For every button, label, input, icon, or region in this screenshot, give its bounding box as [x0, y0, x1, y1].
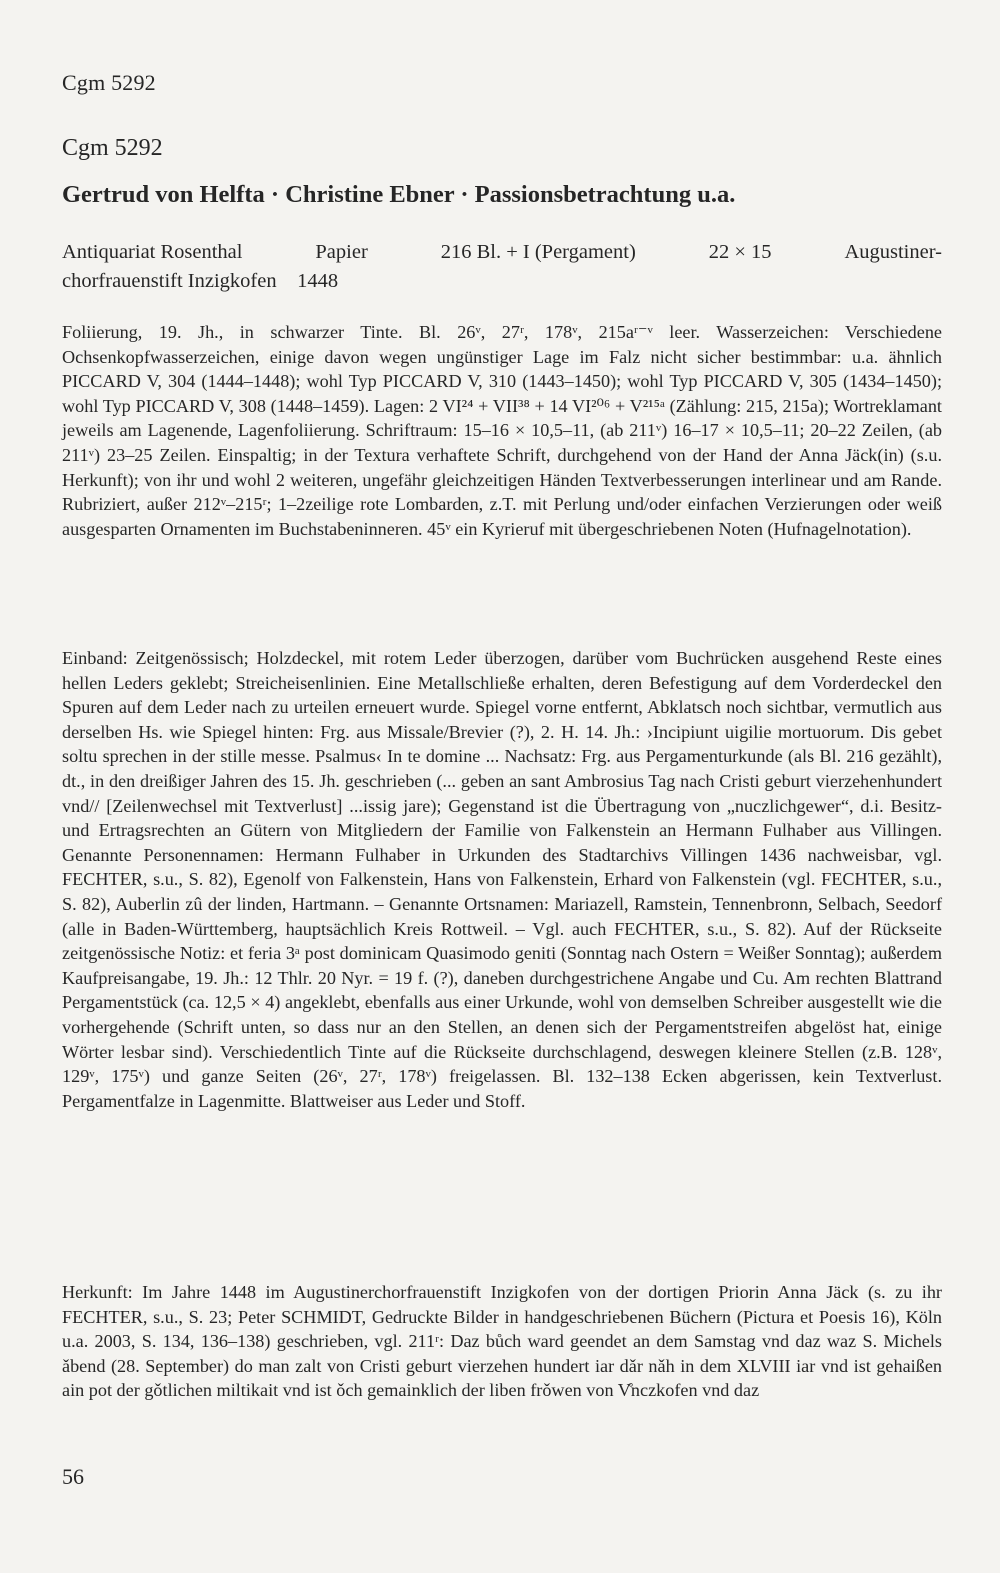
- provenance-description-text: Herkunft: Im Jahre 1448 im Augustinerchorfrauenstift Inzigkofen von der dortigen Priorin Anna Jäck (s. zu ihr FECHTER, s.u., S. 23; Peter SCHMIDT, Gedruckte Bilder in handgeschriebenen Büchern (Pictura et Poesis 16), Köln u.a. 2003, S. 134, 136–138) geschrieben, vgl. 211ʳ: Daz bůch ward geendet an dem Samstag vnd daz waz S. Michels ǎbend (28. September) do man zalt von Cristi geburt vierzehen hundert iar dǎr nǎh in dem XLVIII iar vnd ist gehaißen ain pot der gǒtlichen miltikait vnd ist ǒch gemainklich der liben frǒwen von V̊nczkofen vnd daz: [62, 1282, 942, 1401]
- shelfmark-heading: Cgm 5292: [62, 135, 163, 161]
- physical-description-text: Foliierung, 19. Jh., in schwarzer Tinte. Bl. 26ᵛ, 27ʳ, 178ᵛ, 215aʳ⁻ᵛ leer. Wasserzeichen: Verschiedene Ochsenkopfwasserzeichen, einige davon wegen ungünstiger Lage im Falz nicht sicher bestimmbar: u.a. ähnlich PICCARD V, 304 (1444–1448); wohl Typ PICCARD V, 310 (1443–1450); wohl Typ PICCARD V, 305 (1434–1450); wohl Typ PICCARD V, 308 (1448–1459). Lagen: 2 VI²⁴ + VII³⁸ + 14 VI²⁰⁶ + V²¹⁵ᵃ (Zählung: 215, 215a); Wortreklamant jeweils am Lagenende, Lagenfoliierung. Schriftraum: 15–16 × 10,5–11, (ab 211ᵛ) 16–17 × 10,5–11; 20–22 Zeilen, (ab 211ᵛ) 23–25 Zeilen. Einspaltig; in der Textura verhaftete Schrift, durchgehend von der Hand der Anna Jäck(in) (s.u. Herkunft); von ihr und wohl 2 weiteren, ungefähr gleichzeitigen Händen Textverbesserungen interlinear und am Rande. Rubriziert, außer 212ᵛ–215ʳ; 1–2zeilige rote Lombarden, z.T. mit Perlung und/oder einfachen Verzierungen oder weiß ausgesparten Ornamenten im Buchstabeninneren. 45ᵛ ein Kyrieruf mit übergeschriebenen Noten (Hufnagelnotation).: [62, 322, 942, 539]
- head-row-1: [62, 238, 942, 267]
- head-material: Papier: [315, 241, 368, 263]
- head-origin-date: chorfrauenstift Inzigkofen 1448: [62, 270, 339, 292]
- provenance-description: [62, 1280, 942, 1403]
- binding-description: [62, 646, 942, 1113]
- manuscript-title: Gertrud von Helfta · Christine Ebner · Passionsbetrachtung u.a.: [62, 181, 736, 208]
- head-dimensions: 22 × 15: [708, 241, 772, 263]
- head-leaf-count: 216 Bl. + I (Pergament): [440, 241, 636, 263]
- physical-description: [62, 320, 942, 541]
- running-head: Cgm 5292: [62, 70, 156, 95]
- manuscript-head-data: [62, 238, 942, 296]
- head-provenance-dealer: Antiquariat Rosenthal: [62, 241, 243, 263]
- page-number: 56: [62, 1464, 84, 1489]
- head-row-2: [62, 267, 942, 296]
- head-origin-part: Augustiner-: [844, 241, 942, 263]
- binding-description-text: Einband: Zeitgenössisch; Holzdeckel, mit rotem Leder überzogen, darüber vom Buchrücken ausgehend Reste eines hellen Leders geklebt; Streicheisenlinien. Eine Metallschließe erhalten, deren Befestigung auf dem Vorderdeckel den Spuren auf dem Leder nach zu urteilen erneuert wurde. Spiegel vorne entfernt, Abklatsch noch sichtbar, vermutlich aus derselben Hs. wie Spiegel hinten: Frg. aus Missale/Brevier (?), 2. H. 14. Jh.: ›Incipiunt uigilie mortuorum. Dis gebet soltu sprechen in der stille messe. Psalmus‹ In te domine ... Nachsatz: Frg. aus Pergamenturkunde (als Bl. 216 gezählt), dt., in den dreißiger Jahren des 15. Jh. geschrieben (... geben an sant Ambrosius Tag nach Cristi geburt vierzehenhundert vnd// [Zeilenwechsel mit Textverlust] ...issig jare); Gegenstand ist die Übertragung von „nuczlichgewer“, d.i. Besitz- und Ertragsrechten an Gütern von Mitgliedern der Familie von Falkenstein an Hermann Fulhaber aus Villingen. Genannte Personennamen: Hermann Fulhaber in Urkunden des Stadtarchivs Villingen 1436 nachweisbar, vgl. FECHTER, s.u., S. 82), Egenolf von Falkenstein, Hans von Falkenstein, Erhard von Falkenstein (vgl. FECHTER, s.u., S. 82), Auberlin zû der linden, Hartmann. – Genannte Ortsnamen: Mariazell, Ramstein, Tennenbronn, Selbach, Seedorf (alle in Baden-Württemberg, hauptsächlich Kreis Rottweil. – Vgl. auch FECHTER, s.u., S. 82). Auf der Rückseite zeitgenössische Notiz: et feria 3ᵃ post dominicam Quasimodo geniti (Sonntag nach Ostern = Weißer Sonntag); außerdem Kaufpreisangabe, 19. Jh.: 12 Thlr. 20 Nyr. = 19 f. (?), daneben durchgestrichene Angabe und Cu. Am rechten Blattrand Pergamentstück (ca. 12,5 × 4) angeklebt, ebenfalls aus einer Urkunde, wohl von demselben Schreiber ausgestellt wie die vorhergehende (Schrift unten, so dass nur an den Stellen, an denen sich der Pergamentstreifen abgelöst hat, einige Wörter lesbar sind). Verschiedentlich Tinte auf die Rückseite durchschlagend, deswegen kleinere Stellen (z.B. 128ᵛ, 129ᵛ, 175ᵛ) und ganze Seiten (26ᵛ, 27ʳ, 178ᵛ) freigelassen. Bl. 132–138 Ecken abgerissen, kein Textverlust. Pergamentfalze in Lagenmitte. Blattweiser aus Leder und Stoff.: [62, 648, 942, 1111]
- catalog-page: [62, 0, 942, 1573]
